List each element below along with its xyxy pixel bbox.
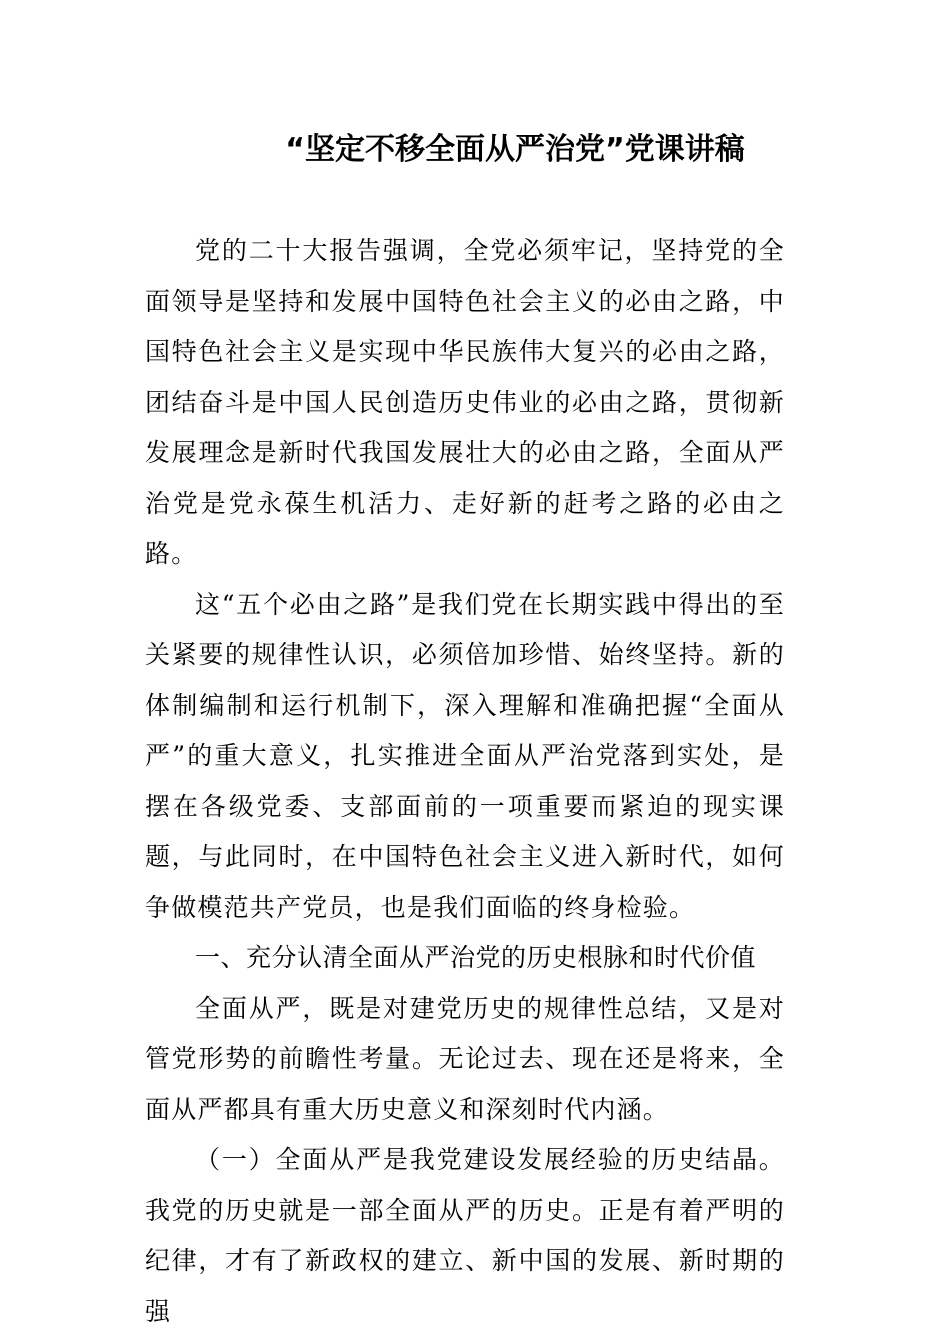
paragraph-subsection-one: （一）全面从严是我党建设发展经验的历史结晶。我党的历史就是一部全面从严的历史。正是有着严明的纪律，才有了新政权的建立、新中国的发展、新时期的强 xyxy=(145,1145,785,1326)
document-body xyxy=(145,226,785,1337)
paragraph-five-paths: 这“五个必由之路”是我们党在长期实践中得出的至关紧要的规律性认识，必须倍加珍惜、始终坚持。新的体制编制和运行机制下，深入理解和准确把握“全面从严”的重大意义，扎实推进全面从严治党落到实处，是摆在各级党委、支部面前的一项重要而紧迫的现实课题，与此同时，在中国特色社会主义进入新时代，如何争做模范共产党员，也是我们面临的终身检验。 xyxy=(145,589,785,922)
paragraph-intro: 党的二十大报告强调，全党必须牢记，坚持党的全面领导是坚持和发展中国特色社会主义的必由之路，中国特色社会主义是实现中华民族伟大复兴的必由之路，团结奋斗是中国人民创造历史伟业的必由之路，贯彻新发展理念是新时代我国发展壮大的必由之路，全面从严治党是党永葆生机活力、走好新的赶考之路的必由之路。 xyxy=(145,236,785,568)
paragraph-section-intro: 全面从严，既是对建党历史的规律性总结，又是对管党形势的前瞻性考量。无论过去、现在还是将来，全面从严都具有重大历史意义和深刻时代内涵。 xyxy=(145,993,785,1124)
section-heading: 一、充分认清全面从严治党的历史根脉和时代价值 xyxy=(195,943,757,972)
document-title: “坚定不移全面从严治党”党课讲稿 xyxy=(285,132,745,167)
